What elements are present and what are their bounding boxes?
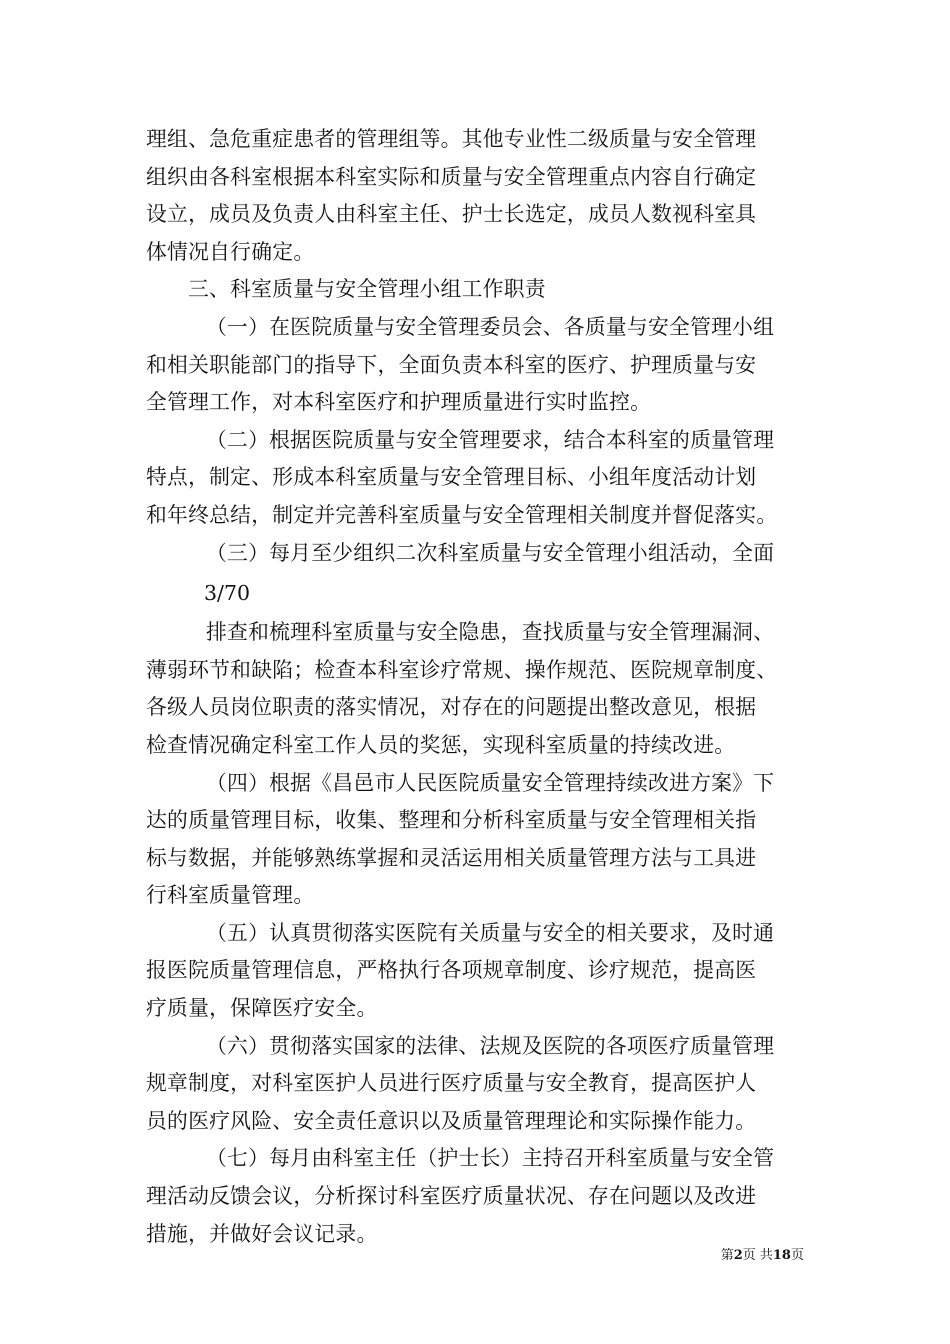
inline-page-number: 3/70 xyxy=(204,581,251,606)
text-line: 体情况自行确定。 xyxy=(146,239,315,264)
text-line: 排查和梳理科室质量与安全隐患，查找质量与安全管理漏洞、 xyxy=(206,620,775,645)
text-line: 措施，并做好会议记录。 xyxy=(146,1221,378,1246)
text-line: 达的质量管理目标，收集、整理和分析科室质量与安全管理相关指 xyxy=(146,808,757,833)
text-line: （一）在医院质量与安全管理委员会、各质量与安全管理小组 xyxy=(206,314,775,339)
text-line: （七）每月由科室主任（护士长）主持召开科室质量与安全管 xyxy=(206,1146,775,1171)
text-line: （二）根据医院质量与安全管理要求，结合本科室的质量管理 xyxy=(206,427,775,452)
page-footer xyxy=(721,1244,804,1263)
text-line: 薄弱环节和缺陷；检查本科室诊疗常规、操作规范、医院规章制度、 xyxy=(146,657,778,682)
text-line: 理组、急危重症患者的管理组等。其他专业性二级质量与安全管理 xyxy=(146,127,757,151)
text-line: 设立，成员及负责人由科室主任、护士长选定，成员人数视科室具 xyxy=(146,202,757,227)
text-line: 行科室质量管理。 xyxy=(146,883,315,908)
text-line: 特点，制定、形成本科室质量与安全管理目标、小组年度活动计划 xyxy=(146,465,757,490)
text-line: 报医院质量管理信息，严格执行各项规章制度、诊疗规范，提高医 xyxy=(146,958,757,983)
text-line: （六）贯彻落实国家的法律、法规及医院的各项医疗质量管理 xyxy=(206,1033,775,1058)
footer-page-number: 2 xyxy=(733,1248,743,1263)
text-line: 检查情况确定科室工作人员的奖惩，实现科室质量的持续改进。 xyxy=(146,732,736,757)
footer-suffix: 页 xyxy=(790,1248,804,1263)
text-line: 全管理工作，对本科室医疗和护理质量进行实时监控。 xyxy=(146,390,652,415)
section-heading: 三、科室质量与安全管理小组工作职责 xyxy=(188,277,546,302)
text-line: 组织由各科室根据本科室实际和质量与安全管理重点内容自行确定 xyxy=(146,164,757,189)
footer-total-pages: 18 xyxy=(772,1248,791,1263)
text-line: 和相关职能部门的指导下，全面负责本科室的医疗、护理质量与安 xyxy=(146,352,757,377)
body-text xyxy=(146,121,808,1253)
text-line: （四）根据《昌邑市人民医院质量安全管理持续改进方案》下 xyxy=(206,770,775,795)
text-line: （三）每月至少组织二次科室质量与安全管理小组活动，全面 xyxy=(206,540,775,565)
text-line: 和年终总结，制定并完善科室质量与安全管理相关制度并督促落实。 xyxy=(146,502,778,527)
text-line: 员的医疗风险、安全责任意识以及质量管理理论和实际操作能力。 xyxy=(146,1108,757,1133)
text-line: （五）认真贯彻落实医院有关质量与安全的相关要求，及时通 xyxy=(206,920,775,945)
text-line: 疗质量，保障医疗安全。 xyxy=(146,996,378,1021)
text-line: 理活动反馈会议，分析探讨科室医疗质量状况、存在问题以及改进 xyxy=(146,1184,757,1209)
footer-middle: 页 共 xyxy=(742,1248,773,1263)
text-line: 规章制度，对科室医护人员进行医疗质量与安全教育，提高医护人 xyxy=(146,1071,757,1096)
footer-prefix: 第 xyxy=(720,1248,734,1263)
text-line: 各级人员岗位职责的落实情况，对存在的问题提出整改意见，根据 xyxy=(146,695,757,720)
text-line: 标与数据，并能够熟练掌握和灵活运用相关质量管理方法与工具进 xyxy=(146,845,757,870)
